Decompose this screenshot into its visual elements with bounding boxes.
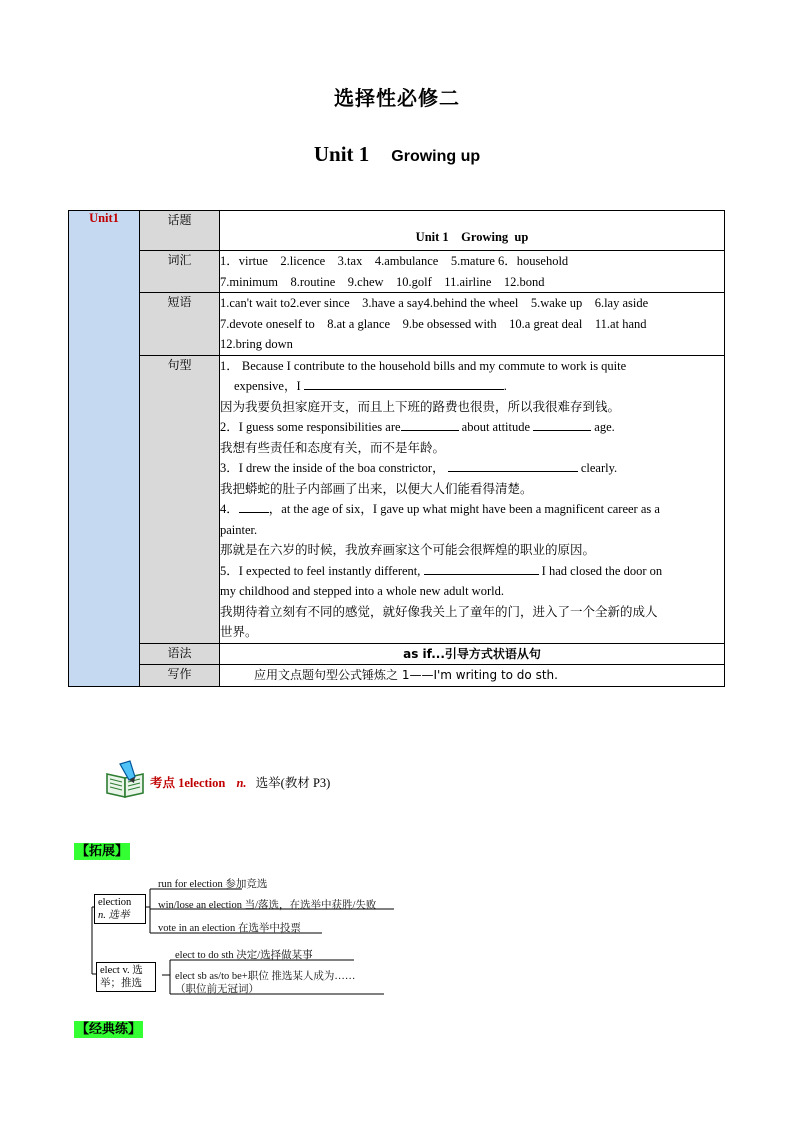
phrases-label: 短语 [140, 293, 220, 356]
sentence-5-cn-a: 我期待着立刻有不同的感觉，就好像我关上了童年的门，进入了一个全新的成人 [220, 603, 658, 619]
unit-title: Unit 1 [313, 142, 370, 166]
election-item-2: win/lose an election 当/落选，在选举中获胜/失败 [158, 900, 377, 911]
sentence-5-text: 5．I expected to feel instantly different, [220, 563, 424, 578]
sentence-5-text-post: I had closed the door on [538, 563, 663, 578]
sentence-1-end: . [503, 379, 507, 393]
sentence-4-text-post: ，at the age of six，I gave up what might have been a magnificent career as a [268, 502, 660, 516]
answer-blank[interactable] [401, 417, 459, 431]
elect-word: elect v. 选 [100, 965, 143, 976]
phrases-line-1: 1.can't wait to2.ever since 3.have a say4.behind the wheel 5.wake up 6.lay aside [220, 296, 649, 310]
sentences-label: 句型 [140, 355, 220, 643]
expand-tag: 【拓展】 [76, 844, 129, 859]
sentence-3-text: 3．I drew the inside of the boa constrictor， [220, 461, 445, 475]
election-node [94, 894, 146, 924]
key-point-text [150, 773, 330, 791]
answer-blank[interactable] [424, 561, 539, 575]
topic-cell [220, 211, 725, 251]
expand-tag-wrap [74, 840, 130, 859]
topic-text: Unit 1 Growing up [415, 230, 529, 244]
vocab-label: 词汇 [140, 251, 220, 293]
key-point-meaning: 选举(教材 P3) [255, 776, 331, 790]
sentence-3-cn: 我把蟒蛇的肚子内部画了出来，以便大人们能看得清楚。 [220, 480, 533, 496]
sentence-2-text: 2．I guess some responsibilities are [220, 420, 401, 434]
topic-label: 话题 [140, 211, 220, 251]
elect-item-1: elect to do sth 决定/选择做某事 [175, 950, 313, 961]
unit-label-cell: Unit1 [69, 211, 140, 687]
sentence-1-cn: 因为我要负担家庭开支，而且上下班的路费也很贵，所以我很难存到钱。 [220, 398, 621, 414]
phrases-line-2: 7.devote oneself to 8.at a glance 9.be obsessed with 10.a great deal 11.at hand [220, 316, 647, 331]
sentence-2-text-mid: about attitude [458, 420, 534, 434]
election-word: election [98, 897, 132, 908]
sentence-4-en-b: painter. [220, 522, 258, 537]
sentence-4-en [220, 499, 724, 520]
unit-summary-table [68, 210, 725, 687]
elect-meaning: 举；推选 [100, 978, 142, 989]
vocab-cell [220, 251, 725, 293]
key-point-number: 考点 1election [150, 776, 226, 790]
phrases-cell [220, 293, 725, 356]
vocab-line-1: 1．virtue 2.licence 3.tax 4.ambulance 5.mature 6．household [220, 254, 569, 268]
grammar-label: 语法 [140, 643, 220, 665]
sentence-5-en-b: my childhood and stepped into a whole new adult world. [220, 584, 504, 598]
sentence-4-text: 4． [220, 502, 239, 516]
sentence-1-en-b [220, 376, 724, 397]
sentence-3-end: clearly. [577, 461, 618, 475]
sentence-2-cn: 我想有些责任和态度有关，而不是年龄。 [220, 439, 446, 455]
grammar-text: as if...引导方式状语从句 [220, 643, 725, 665]
writing-label: 写作 [140, 665, 220, 687]
answer-blank[interactable] [239, 499, 269, 513]
answer-blank[interactable] [533, 417, 591, 431]
sentence-5-cn-b: 世界。 [220, 624, 258, 639]
sentence-3-en [220, 458, 724, 479]
election-item-3: vote in an election 在选举中投票 [158, 923, 301, 934]
book-pencil-icon [104, 760, 148, 800]
elect-item-3: （职位前无冠词） [175, 984, 259, 995]
page-title: 选择性必修二 [334, 86, 460, 110]
sentence-4-cn: 那就是在六岁的时候，我放弃画家这个可能会很辉煌的职业的原因。 [220, 542, 596, 557]
phrases-line-3: 12.bring down [220, 337, 293, 351]
practice-tag: 【经典练】 [76, 1022, 142, 1037]
sentence-1-en-a: 1． Because I contribute to the household bills and my commute to work is quite [220, 358, 627, 373]
key-point-heading [104, 760, 404, 800]
election-meaning: n. 选举 [98, 910, 130, 921]
elect-node [96, 962, 156, 992]
writing-text: 应用文点题句型公式锤炼之 1——I'm writing to do sth. [220, 665, 725, 687]
unit-subtitle: Growing up [391, 148, 481, 165]
part-of-speech: n. [236, 776, 247, 790]
election-item-1: run for election 参加竞选 [158, 879, 268, 890]
sentence-2-en [220, 417, 724, 438]
practice-tag-wrap [74, 1018, 143, 1037]
sentences-cell [220, 355, 725, 643]
vocab-line-2: 7.minimum 8.routine 9.chew 10.golf 11.airline 12.bond [220, 274, 545, 289]
answer-blank[interactable] [448, 458, 578, 472]
sentence-1-text: expensive，I [234, 379, 301, 393]
unit-heading [0, 142, 794, 167]
elect-item-2: elect sb as/to be+职位 推选某人成为…… [175, 971, 356, 982]
sentence-5-en [220, 561, 724, 582]
answer-blank[interactable] [304, 376, 504, 390]
sentence-2-end: age. [591, 420, 615, 434]
